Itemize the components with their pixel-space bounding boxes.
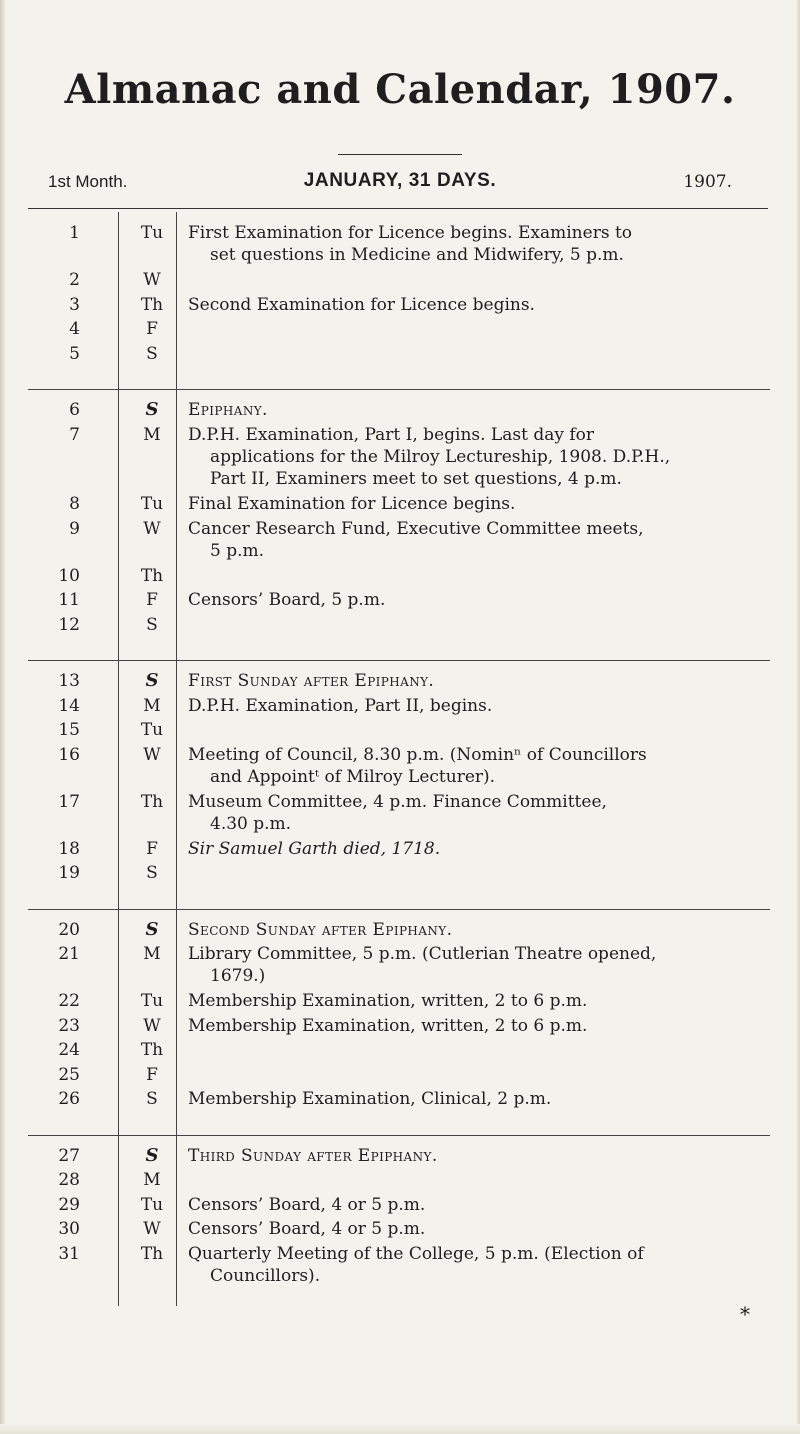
weekday-abbrev: Tu xyxy=(140,991,164,1011)
event-line: Membership Examination, written, 2 to 6 p.m. xyxy=(188,991,588,1011)
day-number: 11 xyxy=(58,590,80,610)
title-rule xyxy=(338,154,462,155)
day-number: 13 xyxy=(58,671,80,691)
event-line: applications for the Milroy Lectureship, 1908. D.P.H., xyxy=(210,446,671,467)
month-name: JANUARY, 31 DAYS. xyxy=(303,170,497,191)
day-number: 27 xyxy=(58,1145,80,1166)
day-number: 15 xyxy=(58,720,80,740)
weekday-abbrev: F xyxy=(146,590,158,610)
weekday-abbrev: S xyxy=(146,1089,158,1109)
day-number: 30 xyxy=(58,1219,80,1239)
day-event xyxy=(188,1088,764,1110)
weekday-abbrev: Tu xyxy=(140,494,164,514)
event-line: First Sunday after Epiphany. xyxy=(188,671,435,691)
day-number: 12 xyxy=(58,614,80,635)
day-event xyxy=(188,399,764,421)
event-line: Library Committee, 5 p.m. (Cutlerian Theatre opened, xyxy=(188,944,657,964)
event-line: Councillors). xyxy=(210,1265,321,1286)
weekday-abbrev: Th xyxy=(140,791,164,812)
event-line: 1679.) xyxy=(210,966,266,986)
weekday-abbrev: Th xyxy=(140,294,164,315)
day-event xyxy=(188,222,764,266)
event-line: set questions in Medicine and Midwifery, 5 p.m. xyxy=(210,245,624,265)
day-number: 21 xyxy=(58,944,80,964)
weekday-abbrev: S xyxy=(145,399,159,420)
page-edge-bottom xyxy=(0,1424,800,1434)
weekday-abbrev: W xyxy=(143,270,161,290)
weekday-abbrev: M xyxy=(143,424,161,445)
event-line: Epiphany. xyxy=(188,400,268,420)
week-divider xyxy=(28,1135,770,1136)
page-edge-left xyxy=(0,0,6,1434)
day-event xyxy=(188,838,764,860)
day-number: 24 xyxy=(58,1040,80,1060)
week-divider xyxy=(28,389,770,390)
weekday-abbrev: M xyxy=(143,1170,161,1190)
weekday-abbrev: Tu xyxy=(140,223,164,243)
day-number: 10 xyxy=(58,565,80,586)
page-edge-right xyxy=(796,0,800,1434)
weekday-abbrev: S xyxy=(145,670,159,691)
page-title: Almanac and Calendar, 1907. xyxy=(64,66,736,113)
day-number: 1 xyxy=(69,223,80,243)
event-line: Second Examination for Licence begins. xyxy=(188,294,535,315)
day-number: 2 xyxy=(69,270,80,290)
event-line: Cancer Research Fund, Executive Committee meets, xyxy=(188,518,644,539)
day-event xyxy=(188,670,764,692)
day-event xyxy=(188,695,764,717)
day-event xyxy=(188,1145,764,1167)
weekday-abbrev: Th xyxy=(140,1243,164,1264)
day-number: 17 xyxy=(58,791,80,812)
weekday-abbrev: S xyxy=(146,343,158,364)
weekday-abbrev: Tu xyxy=(140,720,164,740)
day-number: 4 xyxy=(69,319,80,339)
weekday-abbrev: F xyxy=(146,1064,158,1085)
event-line: Third Sunday after Epiphany. xyxy=(188,1145,438,1166)
day-number: 7 xyxy=(69,424,80,445)
event-line: Sir Samuel Garth died, 1718. xyxy=(188,838,441,859)
day-event xyxy=(188,791,764,835)
day-number: 3 xyxy=(69,294,80,315)
footer-mark: * xyxy=(740,1302,750,1326)
weekday-abbrev: Th xyxy=(140,1040,164,1060)
weekday-abbrev: S xyxy=(146,863,158,883)
weekday-abbrev: S xyxy=(145,918,159,940)
event-line: Part II, Examiners meet to set questions, 4 p.m. xyxy=(210,468,622,489)
event-line: Museum Committee, 4 p.m. Finance Committee, xyxy=(188,791,607,812)
day-number: 5 xyxy=(69,343,80,364)
day-event xyxy=(188,1194,764,1216)
weekday-abbrev: M xyxy=(143,944,161,964)
event-line: D.P.H. Examination, Part I, begins. Last day for xyxy=(188,424,594,445)
day-number: 29 xyxy=(58,1194,80,1215)
day-event xyxy=(188,744,764,788)
day-event xyxy=(188,1015,764,1037)
day-event xyxy=(188,294,764,316)
day-number: 8 xyxy=(69,494,80,514)
header-rule xyxy=(28,208,768,209)
weekday-abbrev: S xyxy=(145,1144,159,1166)
event-line: Meeting of Council, 8.30 p.m. (Nominⁿ of Councillors xyxy=(188,744,647,765)
weekday-abbrev: W xyxy=(143,518,161,539)
day-event xyxy=(188,518,764,562)
day-number: 20 xyxy=(58,919,80,940)
day-number: 31 xyxy=(58,1243,80,1264)
weekday-abbrev: Tu xyxy=(140,1194,164,1215)
day-event xyxy=(188,424,764,490)
day-number: 22 xyxy=(58,991,80,1011)
week-divider xyxy=(28,660,770,661)
day-number: 23 xyxy=(58,1015,80,1036)
day-number: 25 xyxy=(58,1064,80,1085)
event-line: 4.30 p.m. xyxy=(210,813,292,834)
event-line: Censors’ Board, 4 or 5 p.m. xyxy=(188,1219,426,1239)
weekday-abbrev: F xyxy=(146,319,158,339)
week-divider xyxy=(28,909,770,910)
column-rule-left xyxy=(118,212,119,1306)
event-line: Membership Examination, Clinical, 2 p.m. xyxy=(188,1089,552,1109)
day-event xyxy=(188,493,764,515)
day-event xyxy=(188,919,764,941)
weekday-abbrev: W xyxy=(143,1219,161,1239)
day-number: 28 xyxy=(58,1170,80,1190)
day-number: 6 xyxy=(69,400,80,420)
weekday-abbrev: F xyxy=(146,838,158,859)
weekday-abbrev: W xyxy=(143,1015,161,1036)
event-line: and Appointᵗ of Milroy Lecturer). xyxy=(210,766,496,787)
day-event xyxy=(188,943,764,987)
month-ordinal: 1st Month. xyxy=(48,172,128,191)
event-line: D.P.H. Examination, Part II, begins. xyxy=(188,695,493,716)
weekday-abbrev: Th xyxy=(140,565,164,586)
day-number: 26 xyxy=(58,1089,80,1109)
event-line: 5 p.m. xyxy=(210,540,265,561)
weekday-abbrev: W xyxy=(143,744,161,765)
weekday-abbrev: S xyxy=(146,614,158,635)
event-line: Censors’ Board, 4 or 5 p.m. xyxy=(188,1194,426,1215)
day-event xyxy=(188,1243,764,1287)
day-event xyxy=(188,589,764,611)
day-event xyxy=(188,1218,764,1240)
day-number: 18 xyxy=(58,838,80,859)
day-number: 16 xyxy=(58,744,80,765)
event-line: Censors’ Board, 5 p.m. xyxy=(188,590,386,610)
day-number: 19 xyxy=(58,863,80,883)
day-event xyxy=(188,990,764,1012)
event-line: Final Examination for Licence begins. xyxy=(188,494,516,514)
year-label: 1907. xyxy=(683,172,732,192)
day-number: 9 xyxy=(69,518,80,539)
event-line: Membership Examination, written, 2 to 6 p.m. xyxy=(188,1015,588,1036)
event-line: Second Sunday after Epiphany. xyxy=(188,919,453,940)
calendar-table xyxy=(28,212,770,1312)
day-number: 14 xyxy=(58,695,80,716)
weekday-abbrev: M xyxy=(143,695,161,716)
month-subheading xyxy=(28,168,772,196)
event-line: First Examination for Licence begins. Examiners to xyxy=(188,223,633,243)
event-line: Quarterly Meeting of the College, 5 p.m. (Election of xyxy=(188,1243,644,1264)
